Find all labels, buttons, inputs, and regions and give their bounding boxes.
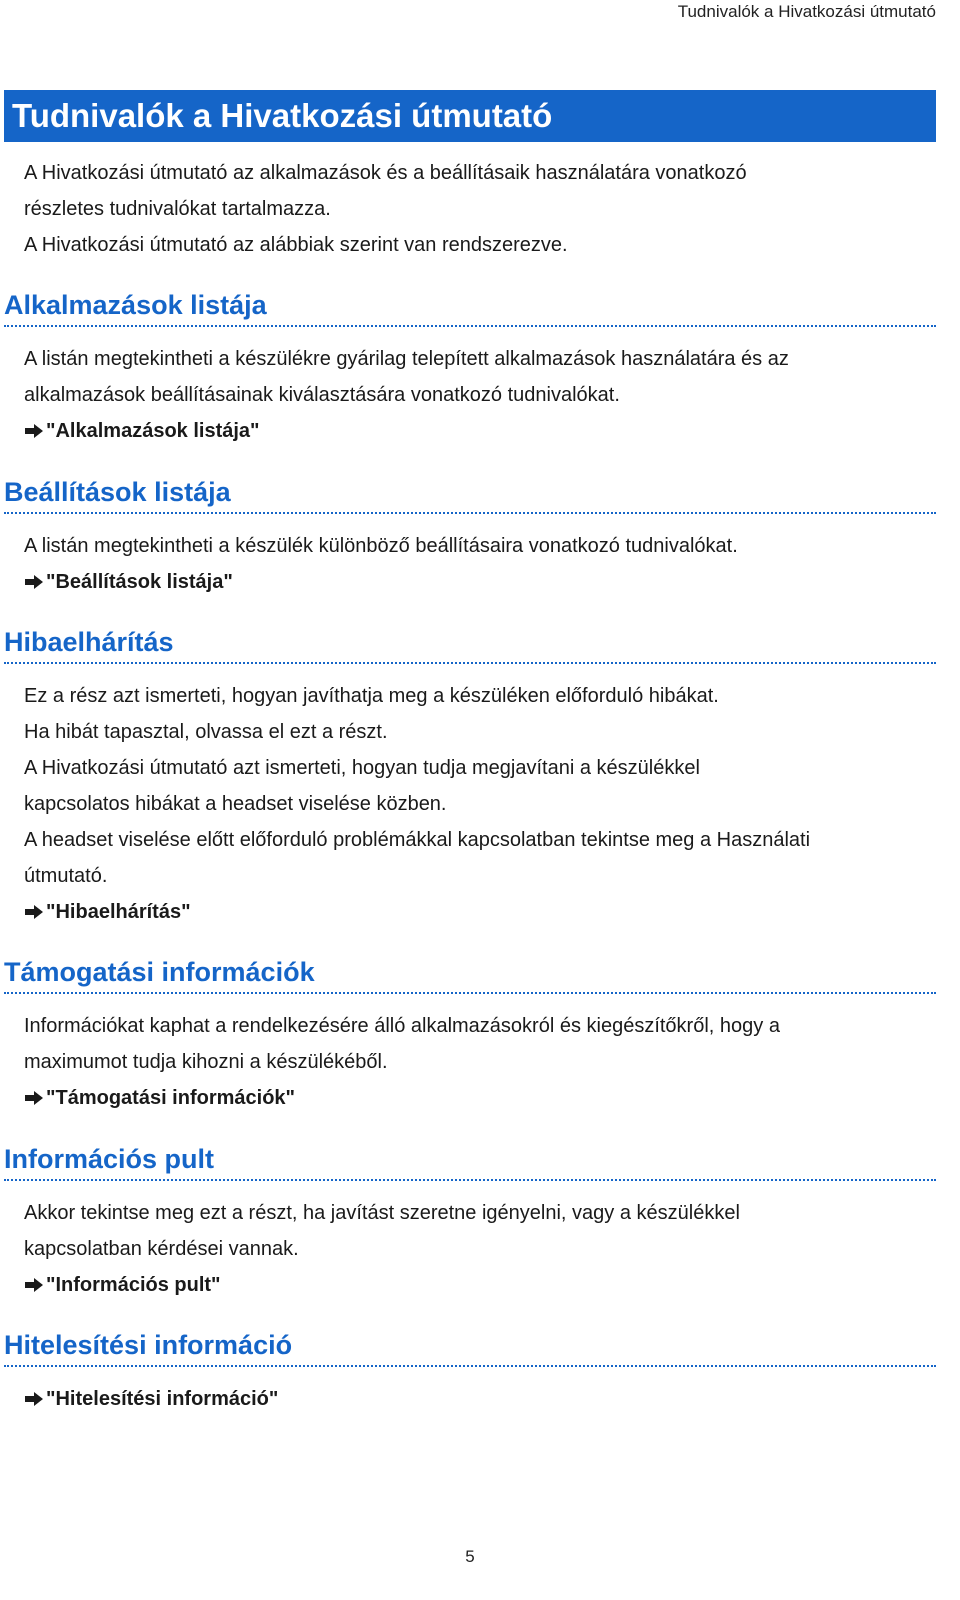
link-text: "Hibaelhárítás" xyxy=(46,901,191,923)
link-text: "Támogatási információk" xyxy=(46,1087,296,1109)
link-alkalmazasok-listaja[interactable] xyxy=(24,413,936,449)
section-text: Ha hibát tapasztal, olvassa el ezt a részt. xyxy=(24,721,388,743)
arrow-right-icon xyxy=(24,574,44,590)
title-bar xyxy=(4,90,936,142)
intro-line: A Hivatkozási útmutató az alábbiak szerint van rendszerezve. xyxy=(24,234,568,256)
section-heading: Hitelesítési információ xyxy=(4,1327,936,1367)
section-hitelesitesi-informacio xyxy=(4,1327,936,1417)
section-beallitasok-listaja xyxy=(4,474,936,600)
link-hitelesitesi-informacio[interactable] xyxy=(24,1381,936,1417)
arrow-right-icon xyxy=(24,1391,44,1407)
section-heading: Hibaelhárítás xyxy=(4,624,936,664)
intro-line: A Hivatkozási útmutató az alkalmazások és a beállításaik használatára vonatkozó xyxy=(24,162,747,184)
arrow-right-icon xyxy=(24,1090,44,1106)
section-text: A headset viselése előtt előforduló problémákkal kapcsolatban tekintse meg a Használati xyxy=(24,829,811,851)
section-tamogatasi-informaciok xyxy=(4,954,936,1116)
section-heading: Támogatási információk xyxy=(4,954,936,994)
section-text: kapcsolatban kérdései vannak. xyxy=(24,1238,299,1260)
section-hibaelharitas xyxy=(4,624,936,930)
section-text: útmutató. xyxy=(24,865,108,887)
link-text: "Alkalmazások listája" xyxy=(46,420,260,442)
link-hibaelharitas[interactable] xyxy=(24,894,936,930)
intro xyxy=(24,155,936,263)
link-text: "Információs pult" xyxy=(46,1274,221,1296)
arrow-right-icon xyxy=(24,1277,44,1293)
section-text: maximumot tudja kihozni a készülékéből. xyxy=(24,1051,388,1073)
section-text: A listán megtekintheti a készülék különböző beállításaira vonatkozó tudnivalókat. xyxy=(24,535,738,557)
intro-line: részletes tudnivalókat tartalmazza. xyxy=(24,198,331,220)
section-text: kapcsolatos hibákat a headset viselése közben. xyxy=(24,793,447,815)
arrow-right-icon xyxy=(24,423,44,439)
link-text: "Hitelesítési információ" xyxy=(46,1388,279,1410)
section-text: A Hivatkozási útmutató azt ismerteti, hogyan tudja megjavítani a készülékkel xyxy=(24,757,700,779)
section-text: Akkor tekintse meg ezt a részt, ha javítást szeretne igényelni, vagy a készülékkel xyxy=(24,1202,740,1224)
section-text: Ez a rész azt ismerteti, hogyan javíthatja meg a készüléken előforduló hibákat. xyxy=(24,685,719,707)
link-tamogatasi-informaciok[interactable] xyxy=(24,1080,936,1116)
link-informacios-pult[interactable] xyxy=(24,1267,936,1303)
link-beallitasok-listaja[interactable] xyxy=(24,564,936,600)
section-heading: Beállítások listája xyxy=(4,474,936,514)
section-heading: Információs pult xyxy=(4,1141,936,1181)
arrow-right-icon xyxy=(24,904,44,920)
section-text: A listán megtekintheti a készülékre gyárilag telepített alkalmazások használatára és az xyxy=(24,348,789,370)
page-title: Tudnivalók a Hivatkozási útmutató xyxy=(12,97,553,134)
section-alkalmazasok-listaja xyxy=(4,287,936,449)
section-text: alkalmazások beállításainak kiválasztására vonatkozó tudnivalókat. xyxy=(24,384,620,406)
running-header: Tudnivalók a Hivatkozási útmutató xyxy=(677,2,936,21)
section-informacios-pult xyxy=(4,1141,936,1303)
section-heading: Alkalmazások listája xyxy=(4,287,936,327)
section-text: Információkat kaphat a rendelkezésére álló alkalmazásokról és kiegészítőkről, hogy a xyxy=(24,1015,780,1037)
page-number: 5 xyxy=(465,1547,475,1566)
link-text: "Beállítások listája" xyxy=(46,571,233,593)
